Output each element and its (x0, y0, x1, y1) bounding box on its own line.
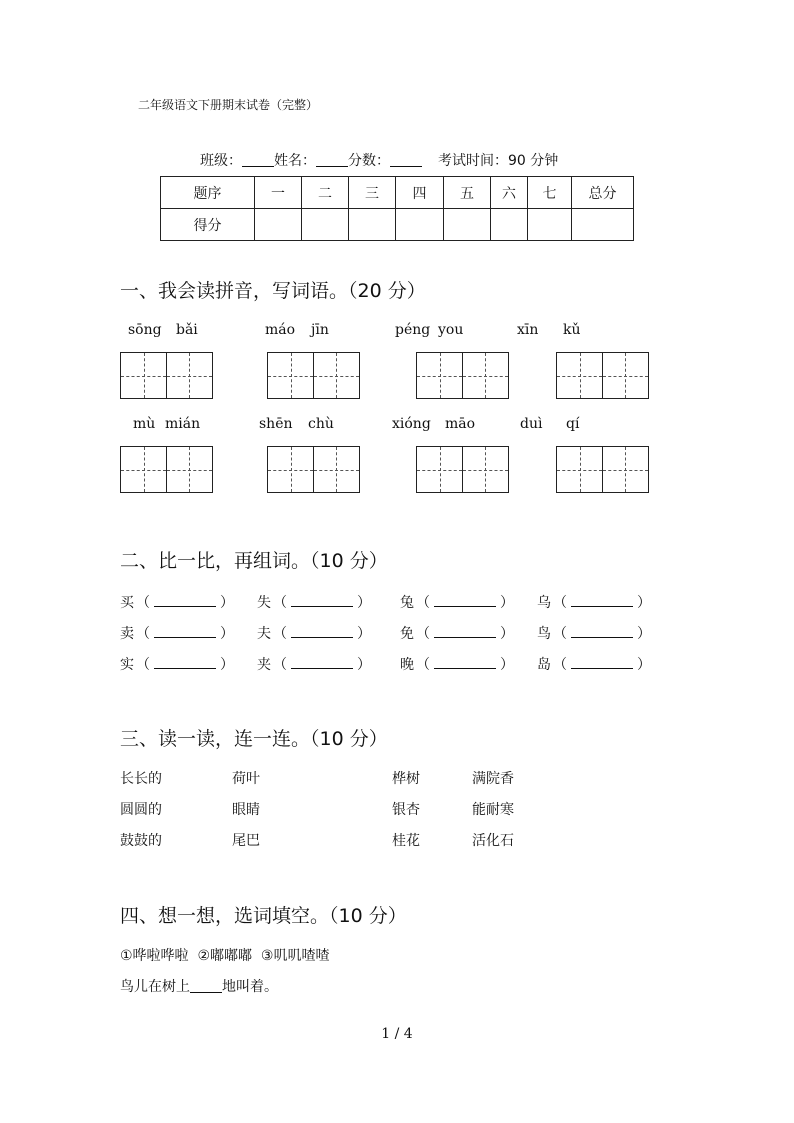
answer-blank[interactable] (553, 592, 651, 612)
writing-grid[interactable] (556, 446, 649, 493)
score-cell[interactable] (572, 209, 634, 241)
grid-cell[interactable] (267, 352, 314, 399)
answer-blank[interactable] (416, 592, 514, 612)
writing-grid[interactable] (416, 446, 509, 493)
pinyin-label: kǔ (563, 322, 581, 338)
connect-item[interactable]: 桦树 (392, 771, 420, 787)
compare-char: 失 (257, 595, 271, 611)
compare-char: 夹 (257, 657, 271, 673)
answer-blank[interactable] (136, 654, 234, 674)
compare-char: 买 (120, 595, 134, 611)
close-paren: ） (220, 657, 234, 673)
pinyin-label: shēn (259, 416, 293, 432)
score-blank[interactable] (390, 153, 422, 167)
compare-char: 夫 (257, 626, 271, 642)
close-paren: ） (637, 657, 651, 673)
writing-grid[interactable] (556, 352, 649, 399)
score-cell[interactable] (255, 209, 302, 241)
pinyin-label: duì (520, 416, 543, 432)
grid-cell[interactable] (416, 352, 463, 399)
pinyin-label: chù (308, 416, 334, 432)
name-blank[interactable] (316, 153, 348, 167)
answer-blank[interactable] (553, 623, 651, 643)
pinyin-label: sōng (128, 322, 162, 338)
close-paren: ） (220, 595, 234, 611)
answer-blank[interactable] (273, 654, 371, 674)
score-cell[interactable] (528, 209, 572, 241)
open-paren: （ (553, 595, 567, 611)
writing-grid[interactable] (267, 352, 360, 399)
connect-item[interactable]: 尾巴 (232, 833, 260, 849)
close-paren: ） (357, 626, 371, 642)
open-paren: （ (136, 657, 150, 673)
close-paren: ） (637, 595, 651, 611)
sentence-after: 地叫着。 (222, 979, 278, 995)
section-2-title: 二、比一比，再组词。（10 分） (120, 550, 388, 572)
connect-item[interactable]: 长长的 (120, 771, 162, 787)
close-paren: ） (357, 657, 371, 673)
compare-char: 乌 (537, 595, 551, 611)
pinyin-label: qí (566, 416, 580, 432)
close-paren: ） (357, 595, 371, 611)
writing-grid[interactable] (267, 446, 360, 493)
open-paren: （ (416, 626, 430, 642)
open-paren: （ (136, 595, 150, 611)
compare-char: 兔 (400, 595, 414, 611)
close-paren: ） (220, 626, 234, 642)
close-paren: ） (500, 657, 514, 673)
compare-char: 免 (400, 626, 414, 642)
connect-item[interactable]: 能耐寒 (472, 802, 514, 818)
open-paren: （ (553, 657, 567, 673)
open-paren: （ (273, 657, 287, 673)
word-options: ①哗啦哗啦 ②嘟嘟嘟 ③叽叽喳喳 (120, 948, 330, 964)
section-4-title: 四、想一想，选词填空。（10 分） (120, 905, 407, 927)
time-label: 考试时间：90 分钟 (438, 153, 559, 169)
compare-char: 卖 (120, 626, 134, 642)
pinyin-label: mù (133, 416, 156, 432)
pinyin-label: bǎi (176, 322, 198, 338)
grid-cell[interactable] (602, 446, 649, 493)
open-paren: （ (273, 626, 287, 642)
score-table (160, 176, 634, 241)
score-cell[interactable] (349, 209, 396, 241)
open-paren: （ (416, 657, 430, 673)
pinyin-label: you (438, 322, 464, 338)
score-table-header-row (161, 177, 634, 209)
score-label: 分数： (348, 153, 390, 169)
connect-item[interactable]: 眼睛 (232, 802, 260, 818)
name-label: 姓名： (274, 153, 316, 169)
close-paren: ） (500, 626, 514, 642)
grid-cell[interactable] (462, 446, 509, 493)
fill-sentence (120, 976, 278, 996)
table-cell: 一 (255, 177, 302, 209)
table-cell: 五 (444, 177, 491, 209)
pinyin-label: péng (395, 322, 431, 338)
score-table-score-row (161, 209, 634, 241)
compare-char: 实 (120, 657, 134, 673)
table-cell: 七 (528, 177, 572, 209)
writing-grid[interactable] (416, 352, 509, 399)
connect-item[interactable]: 圆圆的 (120, 802, 162, 818)
score-cell[interactable] (302, 209, 349, 241)
grid-cell[interactable] (166, 446, 213, 493)
table-cell: 四 (396, 177, 444, 209)
open-paren: （ (416, 595, 430, 611)
writing-grid[interactable] (120, 446, 213, 493)
connect-item[interactable]: 活化石 (472, 833, 514, 849)
grid-cell[interactable] (267, 446, 314, 493)
score-cell[interactable] (491, 209, 528, 241)
connect-item[interactable]: 鼓鼓的 (120, 833, 162, 849)
answer-blank[interactable] (136, 623, 234, 643)
compare-char: 晚 (400, 657, 414, 673)
student-info-line (200, 150, 558, 170)
grid-cell[interactable] (556, 352, 603, 399)
answer-blank[interactable] (273, 592, 371, 612)
section-3-title: 三、读一读，连一连。（10 分） (120, 728, 388, 750)
connect-item[interactable]: 荷叶 (232, 771, 260, 787)
score-cell[interactable] (396, 209, 444, 241)
table-cell: 二 (302, 177, 349, 209)
sentence-before: 鸟儿在树上 (120, 979, 190, 995)
grid-cell[interactable] (602, 352, 649, 399)
answer-blank[interactable] (416, 623, 514, 643)
pinyin-label: xióng (392, 416, 431, 432)
answer-blank[interactable] (273, 623, 371, 643)
grid-cell[interactable] (556, 446, 603, 493)
grid-cell[interactable] (120, 446, 167, 493)
pinyin-label: xīn (517, 322, 539, 338)
connect-item[interactable]: 银杏 (392, 802, 420, 818)
writing-grid[interactable] (120, 352, 213, 399)
open-paren: （ (136, 626, 150, 642)
pinyin-label: máo (265, 322, 296, 338)
open-paren: （ (273, 595, 287, 611)
close-paren: ） (500, 595, 514, 611)
score-cell[interactable] (444, 209, 491, 241)
pinyin-label: māo (445, 416, 476, 432)
document-title: 二年级语文下册期末试卷（完整） (138, 98, 319, 112)
grid-cell[interactable] (313, 446, 360, 493)
grid-cell[interactable] (416, 446, 463, 493)
connect-item[interactable]: 桂花 (392, 833, 420, 849)
close-paren: ） (637, 626, 651, 642)
table-cell: 得分 (161, 209, 255, 241)
section-1-title: 一、我会读拼音，写词语。（20 分） (120, 280, 426, 302)
pinyin-label: jīn (311, 322, 329, 338)
class-label: 班级： (200, 153, 242, 169)
fill-blank[interactable] (190, 979, 222, 993)
table-cell: 三 (349, 177, 396, 209)
grid-cell[interactable] (120, 352, 167, 399)
table-cell: 六 (491, 177, 528, 209)
pinyin-label: mián (165, 416, 201, 432)
connect-item[interactable]: 满院香 (472, 771, 514, 787)
answer-blank[interactable] (136, 592, 234, 612)
table-cell: 题序 (161, 177, 255, 209)
compare-char: 鸟 (537, 626, 551, 642)
grid-cell[interactable] (462, 352, 509, 399)
answer-blank[interactable] (553, 654, 651, 674)
page-number: 1 / 4 (381, 1026, 413, 1042)
open-paren: （ (553, 626, 567, 642)
class-blank[interactable] (242, 153, 274, 167)
table-cell: 总分 (572, 177, 634, 209)
grid-cell[interactable] (313, 352, 360, 399)
compare-char: 岛 (537, 657, 551, 673)
grid-cell[interactable] (166, 352, 213, 399)
answer-blank[interactable] (416, 654, 514, 674)
